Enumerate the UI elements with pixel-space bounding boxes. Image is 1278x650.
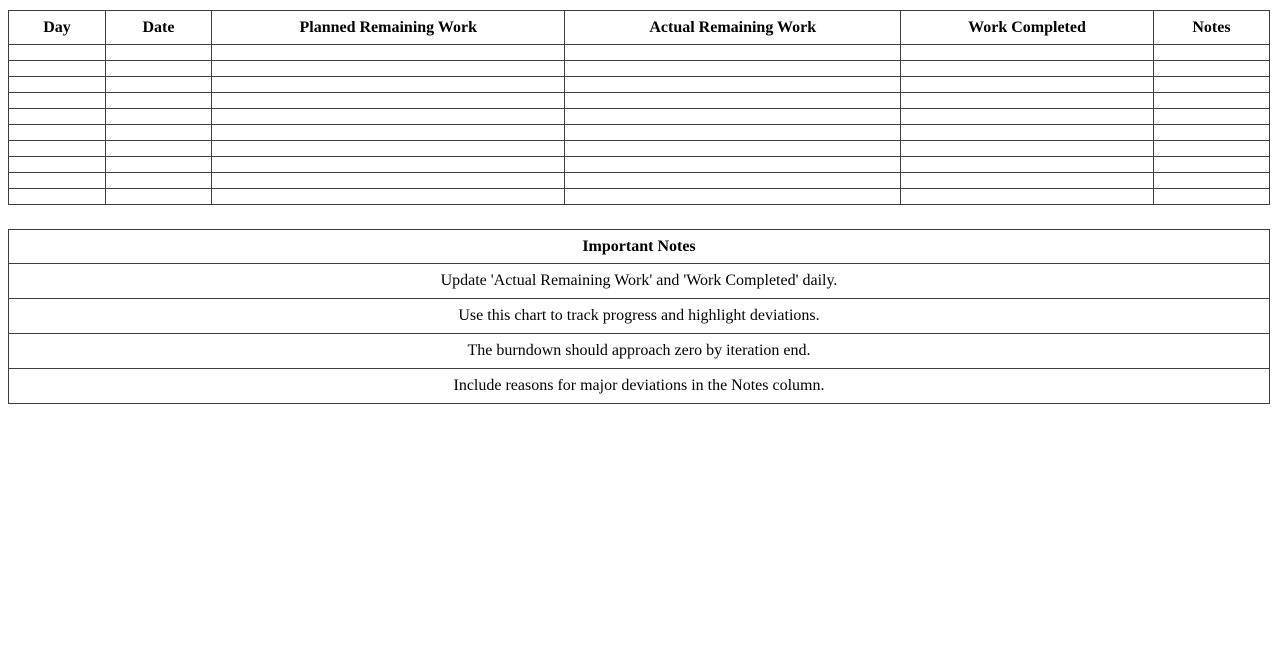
empty-cell	[9, 125, 106, 141]
column-header-notes: Notes	[1153, 11, 1269, 45]
empty-cell	[565, 109, 901, 125]
empty-cell	[1153, 157, 1269, 173]
empty-cell	[105, 141, 211, 157]
empty-cell	[105, 157, 211, 173]
note-text: Use this chart to track progress and highlight deviations.	[9, 299, 1270, 334]
empty-cell	[105, 61, 211, 77]
burndown-header-row	[9, 11, 1270, 45]
empty-cell	[901, 109, 1154, 125]
column-header-actual-remaining-work: Actual Remaining Work	[565, 11, 901, 45]
note-row	[9, 299, 1270, 334]
column-header-day: Day	[9, 11, 106, 45]
table-row	[9, 61, 1270, 77]
empty-cell	[105, 45, 211, 61]
empty-cell	[9, 141, 106, 157]
empty-cell	[1153, 141, 1269, 157]
empty-cell	[565, 157, 901, 173]
empty-cell	[901, 45, 1154, 61]
empty-cell	[565, 125, 901, 141]
empty-cell	[1153, 125, 1269, 141]
empty-cell	[212, 173, 565, 189]
empty-cell	[565, 93, 901, 109]
table-row	[9, 189, 1270, 205]
empty-cell	[9, 157, 106, 173]
empty-cell	[9, 109, 106, 125]
note-row	[9, 334, 1270, 369]
empty-cell	[1153, 189, 1269, 205]
empty-cell	[105, 189, 211, 205]
notes-title-row	[9, 230, 1270, 264]
empty-cell	[9, 45, 106, 61]
empty-cell	[105, 93, 211, 109]
table-row	[9, 125, 1270, 141]
empty-cell	[212, 109, 565, 125]
empty-cell	[105, 77, 211, 93]
empty-cell	[901, 125, 1154, 141]
empty-cell	[901, 189, 1154, 205]
table-row	[9, 157, 1270, 173]
empty-cell	[565, 45, 901, 61]
table-row	[9, 109, 1270, 125]
empty-cell	[9, 189, 106, 205]
empty-cell	[901, 141, 1154, 157]
empty-cell	[1153, 61, 1269, 77]
empty-cell	[565, 61, 901, 77]
note-row	[9, 264, 1270, 299]
empty-cell	[1153, 77, 1269, 93]
empty-cell	[212, 189, 565, 205]
empty-cell	[105, 173, 211, 189]
column-header-planned-remaining-work: Planned Remaining Work	[212, 11, 565, 45]
empty-cell	[212, 45, 565, 61]
table-row	[9, 77, 1270, 93]
empty-cell	[565, 189, 901, 205]
empty-cell	[9, 93, 106, 109]
empty-cell	[901, 77, 1154, 93]
empty-cell	[9, 61, 106, 77]
empty-cell	[901, 93, 1154, 109]
burndown-empty-rows	[9, 45, 1270, 205]
empty-cell	[212, 141, 565, 157]
empty-cell	[565, 173, 901, 189]
column-header-date: Date	[105, 11, 211, 45]
column-header-work-completed: Work Completed	[901, 11, 1154, 45]
note-text: The burndown should approach zero by iteration end.	[9, 334, 1270, 369]
table-row	[9, 141, 1270, 157]
empty-cell	[212, 77, 565, 93]
empty-cell	[105, 125, 211, 141]
empty-cell	[901, 173, 1154, 189]
empty-cell	[901, 157, 1154, 173]
empty-cell	[1153, 93, 1269, 109]
table-row	[9, 173, 1270, 189]
table-row	[9, 93, 1270, 109]
empty-cell	[9, 173, 106, 189]
empty-cell	[105, 109, 211, 125]
note-row	[9, 369, 1270, 404]
empty-cell	[212, 61, 565, 77]
table-row	[9, 45, 1270, 61]
empty-cell	[212, 93, 565, 109]
note-text: Include reasons for major deviations in the Notes column.	[9, 369, 1270, 404]
important-notes-table	[8, 229, 1270, 404]
empty-cell	[565, 141, 901, 157]
empty-cell	[1153, 173, 1269, 189]
empty-cell	[1153, 109, 1269, 125]
empty-cell	[212, 157, 565, 173]
empty-cell	[9, 77, 106, 93]
empty-cell	[901, 61, 1154, 77]
empty-cell	[565, 77, 901, 93]
note-text: Update 'Actual Remaining Work' and 'Work Completed' daily.	[9, 264, 1270, 299]
empty-cell	[212, 125, 565, 141]
empty-cell	[1153, 45, 1269, 61]
notes-title: Important Notes	[9, 230, 1270, 264]
burndown-table	[8, 10, 1270, 205]
